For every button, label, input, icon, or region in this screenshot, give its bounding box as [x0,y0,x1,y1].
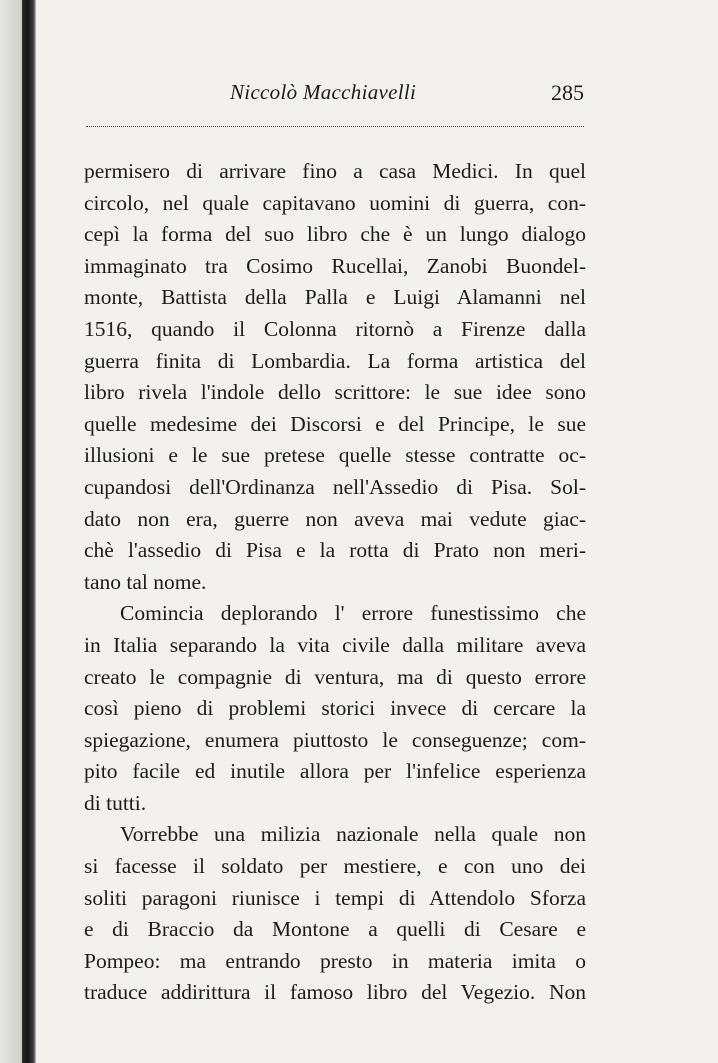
text-line: chè l'assedio di Pisa e la rotta di Prato non meri- [84,538,586,563]
text-line: creato le compagnie di ventura, ma di questo errore [84,664,586,689]
text-line: cupandosi dell'Ordinanza nell'Assedio di Pisa. Sol- [84,474,586,499]
body-text [84,156,586,1009]
text-line: guerra finita di Lombardia. La forma artistica del [84,348,586,373]
text-line: circolo, nel quale capitavano uomini di guerra, con- [84,190,586,215]
text-line: spiegazione, enumera piuttosto le conseguenze; com- [84,727,586,752]
text-line: dato non era, guerre non aveva mai vedute giac- [84,506,586,531]
text-line: in Italia separando la vita civile dalla militare aveva [84,632,586,657]
text-line: Vorrebbe una milizia nazionale nella quale non [120,822,586,847]
text-line: e di Braccio da Montone a quelli di Cesare e [84,917,586,942]
text-line: 1516, quando il Colonna ritornò a Firenze dalla [84,316,586,341]
text-line: permisero di arrivare fino a casa Medici. In quel [84,159,586,183]
binding-shadow [0,0,22,1063]
text-line: così pieno di problemi storici invece di cercare la [84,696,586,721]
page-number: 285 [551,80,584,105]
text-line: monte, Battista della Palla e Luigi Alamanni nel [84,285,586,310]
text-line: cepì la forma del suo libro che è un lungo dialogo [84,222,586,247]
text-line: soliti paragoni riunisce i tempi di Attendolo Sforza [84,885,586,910]
text-line: si facesse il soldato per mestiere, e con uno dei [84,854,586,879]
text-line: Comincia deplorando l' errore funestissimo che [120,601,586,626]
page-header [84,80,590,110]
binding-edge [22,0,36,1063]
text-line: quelle medesime dei Discorsi e del Principe, le sue [84,411,586,436]
text-line: tano tal nome. [84,569,207,594]
text-line: illusioni e le sue pretese quelle stesse contratte oc- [84,443,586,468]
text-line: libro rivela l'indole dello scrittore: le sue idee sono [84,380,586,405]
text-line: di tutti. [84,790,147,815]
text-line: traduce addirittura il famoso libro del Vegezio. Non [84,980,586,1005]
text-line: pito facile ed inutile allora per l'infelice esperienza [84,759,586,784]
text-line: Pompeo: ma entrando presto in materia imita o [84,948,586,973]
running-title: Niccolò Macchiavelli [230,80,417,104]
text-line: immaginato tra Cosimo Rucellai, Zanobi Buondel- [84,253,586,278]
header-rule [86,126,584,127]
